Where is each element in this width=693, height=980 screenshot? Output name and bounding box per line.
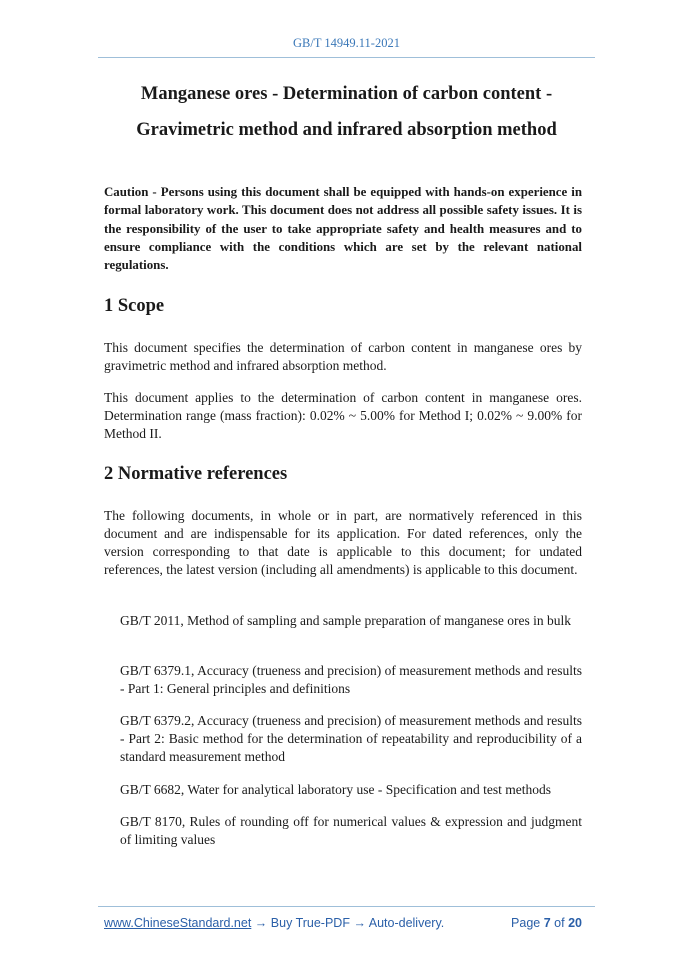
footer-divider (98, 906, 595, 907)
caution-notice: Caution - Persons using this document shall be equipped with hands-on experience in formal laboratory work. This document does not address all possible safety issues. It is the responsibility of the user to take appropriate safety and health measures and to ensure compliance with the conditions which are set by the relevant national regulations. (104, 185, 582, 273)
page-label: Page (511, 916, 541, 930)
reference-item: GB/T 6379.1, Accuracy (trueness and precision) of measurement methods and results - Part 1: General principles and definitions (120, 663, 582, 696)
reference-item: GB/T 6682, Water for analytical laboratory use - Specification and test methods (120, 782, 552, 797)
document-title-line1: Manganese ores - Determination of carbon content - (140, 84, 553, 104)
scope-paragraph-2: This document applies to the determination of carbon content in manganese ores. Determination range (mass fraction): 0.02% ~ 5.00% for Method I; 0.02% ~ 9.00% for Method II. (104, 390, 582, 441)
header-divider (98, 57, 595, 58)
arrow-right-icon: → (254, 916, 268, 930)
reference-item: GB/T 6379.2, Accuracy (trueness and precision) of measurement methods and results - Part 2: Basic method for the determination of repeatability and reproducibility of a standard measurement method (120, 713, 582, 764)
reference-item: GB/T 2011, Method of sampling and sample preparation of manganese ores in bulk (120, 613, 572, 628)
document-title-line2: Gravimetric method and infrared absorption method (136, 120, 557, 140)
page-indicator (511, 916, 582, 930)
reference-item: GB/T 8170, Rules of rounding off for numerical values & expression and judgment of limiting values (120, 814, 582, 847)
normative-references-intro: The following documents, in whole or in part, are normatively referenced in this document and are indispensable for its application. For dated references, only the version corresponding to that date is applicable to this document; for undated references, the latest version (including all amendments) is applicable to this document. (104, 508, 582, 577)
page-total: 20 (568, 916, 582, 930)
arrow-right-icon: → (353, 916, 366, 930)
section-heading-normative-references: 2 Normative references (104, 464, 288, 484)
page-of-label: of (554, 916, 565, 930)
footer-links (104, 916, 444, 930)
site-link[interactable]: www.ChineseStandard.net (104, 916, 252, 930)
scope-paragraph-1: This document specifies the determination of carbon content in manganese ores by gravimetric method and infrared absorption method. (104, 340, 582, 373)
header-standard-number: GB/T 14949.11-2021 (293, 36, 400, 50)
page-current: 7 (543, 916, 551, 930)
section-heading-scope: 1 Scope (104, 296, 165, 316)
buy-pdf-text: Buy True-PDF (270, 916, 350, 930)
auto-delivery-text: Auto-delivery. (368, 916, 445, 930)
